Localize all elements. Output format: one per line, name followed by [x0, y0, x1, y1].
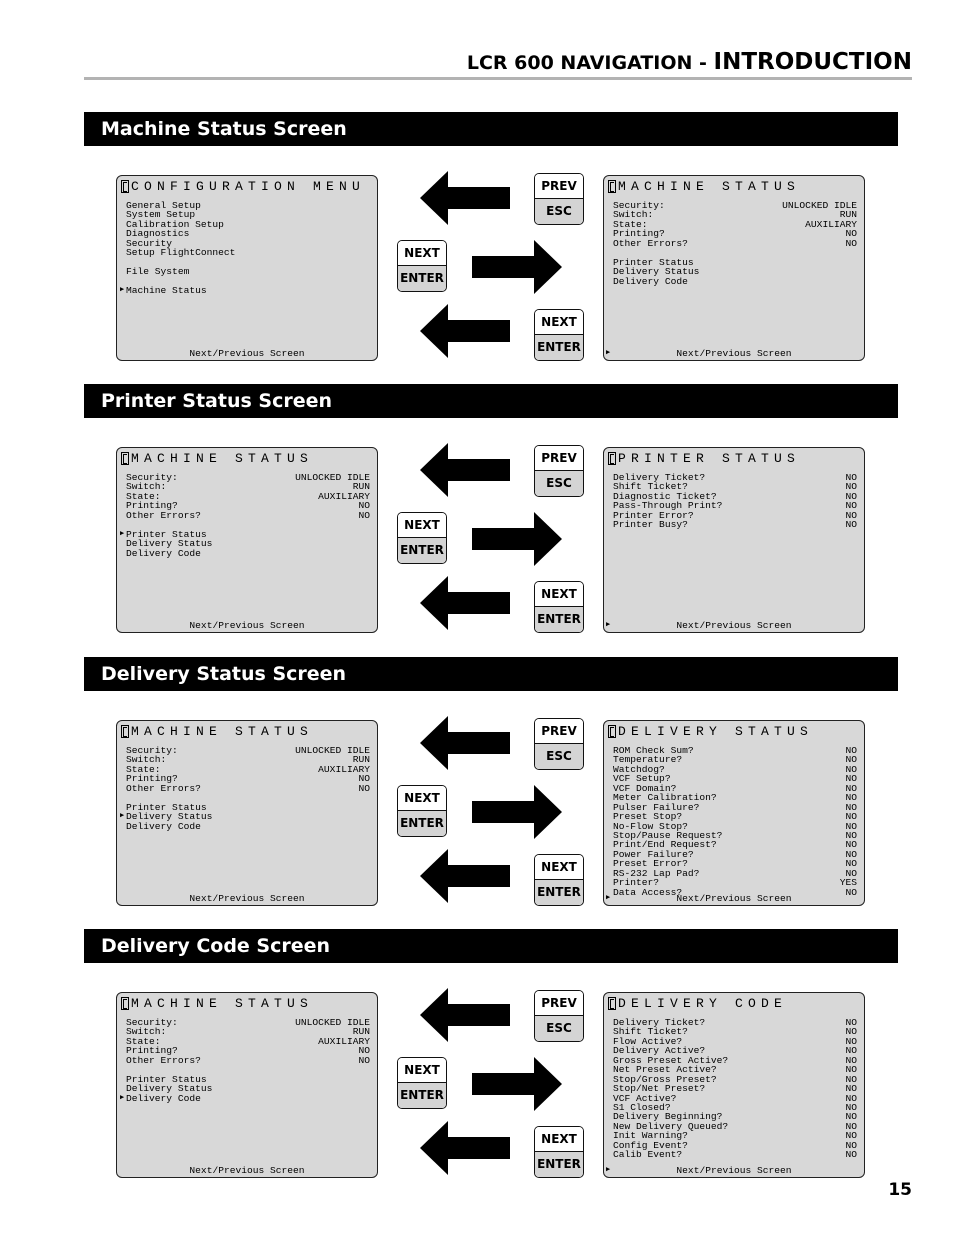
- lcd-footer: Next/Previous Screen: [189, 893, 305, 904]
- right-screen-lcd: [603, 720, 865, 906]
- prev-esc-key-bottom-label: ESC: [535, 471, 583, 496]
- lcd-line-label: Stop/Pause Request?: [613, 829, 723, 841]
- next-arrow-icon: [470, 510, 564, 568]
- next-enter-key-center-top-label: NEXT: [398, 1058, 446, 1083]
- lcd-title-text: MACHINE STATUS: [131, 724, 314, 739]
- lcd-line-label: Preset Error?: [613, 858, 688, 870]
- lcd-line-value: NO: [845, 1111, 857, 1123]
- lcd-line-value: NO: [845, 1130, 857, 1142]
- lcd-line-value: NO: [845, 839, 857, 851]
- lcd-line-label: VCF Domain?: [613, 782, 677, 794]
- lcd-line-value: NO: [845, 509, 857, 521]
- lcd-line-value: NO: [845, 858, 857, 870]
- lcd-line-label: Delivery Status: [126, 538, 213, 550]
- lcd-line-label: Security:: [126, 472, 178, 483]
- lcd-footer: Next/Previous Screen: [676, 348, 792, 359]
- page-header: [84, 50, 912, 80]
- lcd-line-label: Delivery Ticket?: [613, 1017, 706, 1028]
- lcd-title: [608, 724, 813, 739]
- left-screen-lcd: [116, 720, 378, 906]
- lcd-line-value: NO: [845, 490, 857, 502]
- back-arrow-icon-shape: [420, 1121, 510, 1175]
- next-arrow-icon-shape: [472, 1057, 562, 1111]
- lcd-line: [613, 1150, 857, 1159]
- lcd-line: [613, 239, 857, 248]
- lcd-line-label: Machine Status: [126, 284, 207, 296]
- lcd-footer: Next/Previous Screen: [189, 348, 305, 359]
- next-enter-key-right-bottom-label: ENTER: [535, 1152, 583, 1177]
- lcd-line-label: VCF Setup?: [613, 773, 671, 785]
- lcd-line-label: Printer Status: [126, 1073, 207, 1085]
- e-logo-icon: [608, 997, 616, 1010]
- lcd-line: [126, 822, 370, 831]
- lcd-line-label: No-Flow Stop?: [613, 820, 688, 832]
- lcd-line-value: NO: [845, 792, 857, 804]
- prev-arrow-icon-shape: [420, 716, 510, 770]
- lcd-line: [126, 784, 370, 793]
- lcd-line-label: Delivery Beginning?: [613, 1111, 723, 1123]
- lcd-title: [608, 179, 800, 194]
- lcd-line-value: NO: [845, 481, 857, 493]
- back-arrow-icon: [418, 847, 512, 905]
- next-enter-key-center[interactable]: [397, 1057, 447, 1109]
- lcd-line-label: Delivery Status: [126, 811, 213, 823]
- lcd-title-text: PRINTER STATUS: [618, 451, 801, 466]
- lcd-line-value: NO: [845, 886, 857, 898]
- prev-esc-key-top-label: PREV: [535, 991, 583, 1016]
- right-screen-lcd: [603, 992, 865, 1178]
- lcd-title-text: MACHINE STATUS: [131, 451, 314, 466]
- lcd-line-value: NO: [845, 1045, 857, 1057]
- lcd-line-label: Delivery Code: [613, 275, 688, 287]
- lcd-title-text: CONFIGURATION MENU: [131, 179, 366, 194]
- next-enter-key-right[interactable]: [534, 309, 584, 361]
- lcd-line-label: Diagnostic Ticket?: [613, 490, 717, 502]
- lcd-line-value: NO: [845, 472, 857, 483]
- back-arrow-icon: [418, 1119, 512, 1177]
- lcd-line-value: NO: [845, 237, 857, 249]
- lcd-title-text: DELIVERY CODE: [618, 996, 788, 1011]
- lcd-line-value: AUXILIARY: [318, 763, 370, 775]
- prev-arrow-icon-shape: [420, 171, 510, 225]
- prev-esc-key-bottom-label: ESC: [535, 744, 583, 769]
- selection-cursor-icon: ▶: [120, 1093, 125, 1102]
- page-title-large: INTRODUCTION: [713, 49, 912, 75]
- lcd-line-value: NO: [845, 1054, 857, 1066]
- lcd-line-value: UNLOCKED IDLE: [295, 745, 370, 756]
- lcd-title: [121, 996, 313, 1011]
- next-enter-key-center-top-label: NEXT: [398, 786, 446, 811]
- lcd-line-value: UNLOCKED IDLE: [295, 1017, 370, 1028]
- right-screen-lcd: [603, 447, 865, 633]
- lcd-line-value: AUXILIARY: [805, 218, 857, 230]
- footer-cursor-icon: ▶: [606, 894, 611, 902]
- next-arrow-icon-shape: [472, 785, 562, 839]
- lcd-line-value: NO: [358, 782, 370, 794]
- lcd-line-value: YES: [839, 877, 857, 889]
- lcd-line-label: S1 Closed?: [613, 1101, 671, 1113]
- lcd-line-label: Watchdog?: [613, 763, 665, 775]
- prev-esc-key-top-label: PREV: [535, 719, 583, 744]
- lcd-line-label: Stop/Gross Preset?: [613, 1073, 717, 1085]
- next-enter-key-right-bottom-label: ENTER: [535, 335, 583, 360]
- back-arrow-icon-shape: [420, 304, 510, 358]
- lcd-line-label: Meter Calibration?: [613, 792, 717, 804]
- prev-esc-key-top-label: PREV: [535, 174, 583, 199]
- lcd-title-text: DELIVERY STATUS: [618, 724, 814, 739]
- prev-arrow-icon-shape: [420, 443, 510, 497]
- right-screen-lcd: [603, 175, 865, 361]
- lcd-lines: [120, 200, 370, 296]
- lcd-title: [608, 996, 787, 1011]
- lcd-line: [120, 1092, 370, 1104]
- lcd-line-label: Security:: [613, 200, 665, 211]
- next-enter-key-center-bottom-label: ENTER: [398, 538, 446, 563]
- lcd-lines: [613, 473, 857, 530]
- lcd-line-label: Printer?: [613, 877, 660, 889]
- lcd-line-value: NO: [845, 1064, 857, 1076]
- left-screen-lcd: [116, 992, 378, 1178]
- lcd-line-label: State:: [126, 763, 161, 775]
- lcd-line-label: Delivery Code: [126, 1092, 201, 1104]
- lcd-title: [121, 724, 313, 739]
- lcd-line-label: VCF Active?: [613, 1092, 677, 1104]
- next-enter-key-center-bottom-label: ENTER: [398, 266, 446, 291]
- e-logo-icon: [608, 180, 616, 193]
- lcd-line-value: AUXILIARY: [318, 490, 370, 502]
- lcd-line-value: NO: [845, 500, 857, 512]
- lcd-line-value: NO: [358, 500, 370, 512]
- footer-cursor-icon: ▶: [606, 349, 611, 357]
- next-arrow-icon: [470, 1055, 564, 1113]
- section-heading: Delivery Code Screen: [84, 929, 898, 963]
- lcd-line-label: Other Errors?: [126, 782, 201, 794]
- footer-cursor-icon: ▶: [606, 1166, 611, 1174]
- prev-esc-key[interactable]: [534, 718, 584, 770]
- next-enter-key-right-top-label: NEXT: [535, 582, 583, 607]
- lcd-line-label: ROM Check Sum?: [613, 745, 694, 756]
- next-enter-key-right-top-label: NEXT: [535, 310, 583, 335]
- lcd-line-value: NO: [845, 1139, 857, 1151]
- next-enter-key-center[interactable]: [397, 512, 447, 564]
- lcd-line-label: Other Errors?: [126, 1054, 201, 1066]
- lcd-line-value: NO: [845, 1083, 857, 1095]
- lcd-line-value: NO: [845, 1035, 857, 1047]
- page-number: 15: [888, 1180, 912, 1200]
- lcd-line-value: NO: [845, 1101, 857, 1113]
- lcd-line-label: Pass-Through Print?: [613, 500, 723, 512]
- lcd-line-value: NO: [845, 1120, 857, 1132]
- lcd-line: [126, 267, 370, 276]
- prev-arrow-icon: [418, 714, 512, 772]
- lcd-line: [126, 1056, 370, 1065]
- lcd-lines: [120, 745, 370, 832]
- lcd-line-label: Temperature?: [613, 754, 683, 766]
- next-enter-key-center-top-label: NEXT: [398, 513, 446, 538]
- lcd-line-value: NO: [845, 1017, 857, 1028]
- lcd-line-value: NO: [845, 829, 857, 841]
- lcd-line-label: Diagnostics: [126, 228, 190, 240]
- back-arrow-icon-shape: [420, 576, 510, 630]
- e-logo-icon: [121, 452, 129, 465]
- lcd-line-label: Calibration Setup: [126, 218, 224, 230]
- lcd-line-label: Printing?: [126, 500, 178, 512]
- lcd-line-label: Security: [126, 237, 173, 249]
- lcd-line-label: Switch:: [613, 209, 654, 221]
- lcd-line-label: Security:: [126, 1017, 178, 1028]
- lcd-line: [613, 520, 857, 529]
- lcd-line: [613, 277, 857, 286]
- next-enter-key-right-top-label: NEXT: [535, 1127, 583, 1152]
- prev-arrow-icon-shape: [420, 988, 510, 1042]
- lcd-line: [120, 284, 370, 296]
- lcd-line: [126, 549, 370, 558]
- e-logo-icon: [121, 725, 129, 738]
- lcd-line-label: State:: [126, 490, 161, 502]
- lcd-footer: Next/Previous Screen: [189, 620, 305, 631]
- lcd-line-value: UNLOCKED IDLE: [782, 200, 857, 211]
- lcd-line-label: Switch:: [126, 481, 167, 493]
- lcd-line-value: NO: [845, 754, 857, 766]
- back-arrow-icon-shape: [420, 849, 510, 903]
- next-arrow-icon-shape: [472, 240, 562, 294]
- lcd-line-label: Delivery Code: [126, 820, 201, 832]
- lcd-line-value: NO: [845, 1092, 857, 1104]
- lcd-line-label: Flow Active?: [613, 1035, 683, 1047]
- lcd-line-value: AUXILIARY: [318, 1035, 370, 1047]
- lcd-title: [608, 451, 800, 466]
- lcd-line-value: NO: [845, 763, 857, 775]
- selection-cursor-icon: ▶: [120, 285, 125, 294]
- page-title: [467, 49, 912, 75]
- prev-esc-key-bottom-label: ESC: [535, 1016, 583, 1041]
- next-enter-key-right-bottom-label: ENTER: [535, 880, 583, 905]
- lcd-line-value: NO: [845, 228, 857, 240]
- lcd-line-value: NO: [845, 811, 857, 823]
- lcd-line-value: NO: [358, 1054, 370, 1066]
- prev-arrow-icon: [418, 441, 512, 499]
- lcd-line-value: NO: [358, 773, 370, 785]
- prev-esc-key[interactable]: [534, 445, 584, 497]
- lcd-line-label: Printer Status: [126, 528, 207, 540]
- lcd-line-value: RUN: [352, 754, 370, 766]
- lcd-line-label: Delivery Ticket?: [613, 472, 706, 483]
- lcd-line-label: RS-232 Lap Pad?: [613, 867, 700, 879]
- lcd-line-label: Printer Busy?: [613, 519, 688, 531]
- lcd-line-label: Delivery Active?: [613, 1045, 706, 1057]
- next-enter-key-right[interactable]: [534, 1126, 584, 1178]
- e-logo-icon: [121, 997, 129, 1010]
- next-enter-key-center-top-label: NEXT: [398, 241, 446, 266]
- lcd-line-value: NO: [845, 745, 857, 756]
- lcd-line-value: NO: [845, 867, 857, 879]
- lcd-line-value: NO: [845, 848, 857, 860]
- lcd-lines: [613, 201, 857, 286]
- next-enter-key-right-top-label: NEXT: [535, 855, 583, 880]
- lcd-line-label: Print/End Request?: [613, 839, 717, 851]
- lcd-line-label: Config Event?: [613, 1139, 688, 1151]
- back-arrow-icon: [418, 574, 512, 632]
- next-enter-key-center[interactable]: [397, 785, 447, 837]
- lcd-line-value: NO: [845, 782, 857, 794]
- lcd-line-label: Gross Preset Active?: [613, 1054, 729, 1066]
- next-enter-key-center[interactable]: [397, 240, 447, 292]
- lcd-line-label: Setup FlightConnect: [126, 247, 236, 259]
- lcd-title: [121, 179, 365, 194]
- selection-cursor-icon: ▶: [120, 529, 125, 538]
- lcd-line-value: NO: [358, 1045, 370, 1057]
- next-arrow-icon: [470, 783, 564, 841]
- page-title-small: LCR 600 NAVIGATION -: [466, 52, 714, 74]
- section-heading: Machine Status Screen: [84, 112, 898, 146]
- prev-esc-key[interactable]: [534, 990, 584, 1042]
- lcd-lines: [120, 472, 370, 559]
- lcd-title: [121, 451, 313, 466]
- lcd-lines: [120, 1017, 370, 1104]
- lcd-line-label: Switch:: [126, 754, 167, 766]
- lcd-lines: [613, 1018, 857, 1160]
- footer-cursor-icon: ▶: [606, 621, 611, 629]
- next-enter-key-right-bottom-label: ENTER: [535, 607, 583, 632]
- lcd-line-value: NO: [845, 1026, 857, 1038]
- next-enter-key-right[interactable]: [534, 581, 584, 633]
- lcd-line-value: NO: [358, 509, 370, 521]
- lcd-line-label: New Delivery Queued?: [613, 1120, 729, 1132]
- lcd-line-label: Printing?: [126, 773, 178, 785]
- next-enter-key-center-bottom-label: ENTER: [398, 811, 446, 836]
- next-arrow-icon: [470, 238, 564, 296]
- next-enter-key-center-bottom-label: ENTER: [398, 1083, 446, 1108]
- lcd-line-value: RUN: [352, 1026, 370, 1038]
- next-arrow-icon-shape: [472, 512, 562, 566]
- lcd-line-label: Security:: [126, 745, 178, 756]
- lcd-footer: Next/Previous Screen: [189, 1165, 305, 1176]
- lcd-line-label: Other Errors?: [126, 509, 201, 521]
- e-logo-icon: [121, 180, 129, 193]
- lcd-line-value: NO: [845, 1149, 857, 1161]
- prev-arrow-icon: [418, 169, 512, 227]
- lcd-line: [126, 248, 370, 257]
- lcd-line-label: Printer Status: [613, 256, 694, 268]
- lcd-line-value: RUN: [839, 209, 857, 221]
- section-heading: Printer Status Screen: [84, 384, 898, 418]
- lcd-footer: Next/Previous Screen: [676, 620, 792, 631]
- lcd-line-label: Shift Ticket?: [613, 1026, 688, 1038]
- e-logo-icon: [608, 452, 616, 465]
- lcd-line-label: Delivery Code: [126, 547, 201, 559]
- lcd-line-label: System Setup: [126, 209, 196, 221]
- lcd-line-label: Stop/Net Preset?: [613, 1083, 706, 1095]
- lcd-line-label: Preset Stop?: [613, 811, 683, 823]
- lcd-footer: Next/Previous Screen: [676, 893, 792, 904]
- lcd-lines: [613, 746, 857, 897]
- lcd-line-label: Printer Error?: [613, 509, 694, 521]
- lcd-line-label: Net Preset Active?: [613, 1064, 717, 1076]
- lcd-line-value: NO: [845, 820, 857, 832]
- lcd-line-label: General Setup: [126, 200, 201, 211]
- lcd-title-text: MACHINE STATUS: [618, 179, 801, 194]
- e-logo-icon: [608, 725, 616, 738]
- lcd-line-label: Printing?: [613, 228, 665, 240]
- left-screen-lcd: [116, 175, 378, 361]
- lcd-line-label: File System: [126, 266, 190, 278]
- lcd-line-label: Switch:: [126, 1026, 167, 1038]
- lcd-line-label: Power Failure?: [613, 848, 694, 860]
- lcd-line-label: State:: [126, 1035, 161, 1047]
- lcd-line-value: NO: [845, 801, 857, 813]
- lcd-footer: Next/Previous Screen: [676, 1165, 792, 1176]
- lcd-line-label: Other Errors?: [613, 237, 688, 249]
- lcd-line-label: Pulser Failure?: [613, 801, 700, 813]
- next-enter-key-right[interactable]: [534, 854, 584, 906]
- lcd-line-value: NO: [845, 773, 857, 785]
- lcd-line-value: RUN: [352, 481, 370, 493]
- lcd-line-label: Printing?: [126, 1045, 178, 1057]
- selection-cursor-icon: ▶: [120, 812, 125, 821]
- lcd-title-text: MACHINE STATUS: [131, 996, 314, 1011]
- section-heading: Delivery Status Screen: [84, 657, 898, 691]
- lcd-line: [126, 511, 370, 520]
- prev-esc-key-top-label: PREV: [535, 446, 583, 471]
- lcd-line-label: Data Access?: [613, 886, 683, 898]
- lcd-line-label: Calib Event?: [613, 1149, 683, 1161]
- prev-esc-key-bottom-label: ESC: [535, 199, 583, 224]
- lcd-line-label: State:: [613, 218, 648, 230]
- lcd-line-label: Delivery Status: [126, 1083, 213, 1095]
- prev-arrow-icon: [418, 986, 512, 1044]
- lcd-line-label: Init Warning?: [613, 1130, 688, 1142]
- lcd-line-value: UNLOCKED IDLE: [295, 472, 370, 483]
- lcd-line-label: Printer Status: [126, 801, 207, 813]
- prev-esc-key[interactable]: [534, 173, 584, 225]
- back-arrow-icon: [418, 302, 512, 360]
- lcd-line-label: Shift Ticket?: [613, 481, 688, 493]
- left-screen-lcd: [116, 447, 378, 633]
- lcd-line-value: NO: [845, 519, 857, 531]
- lcd-line-value: NO: [845, 1073, 857, 1085]
- lcd-line-label: Delivery Status: [613, 266, 700, 278]
